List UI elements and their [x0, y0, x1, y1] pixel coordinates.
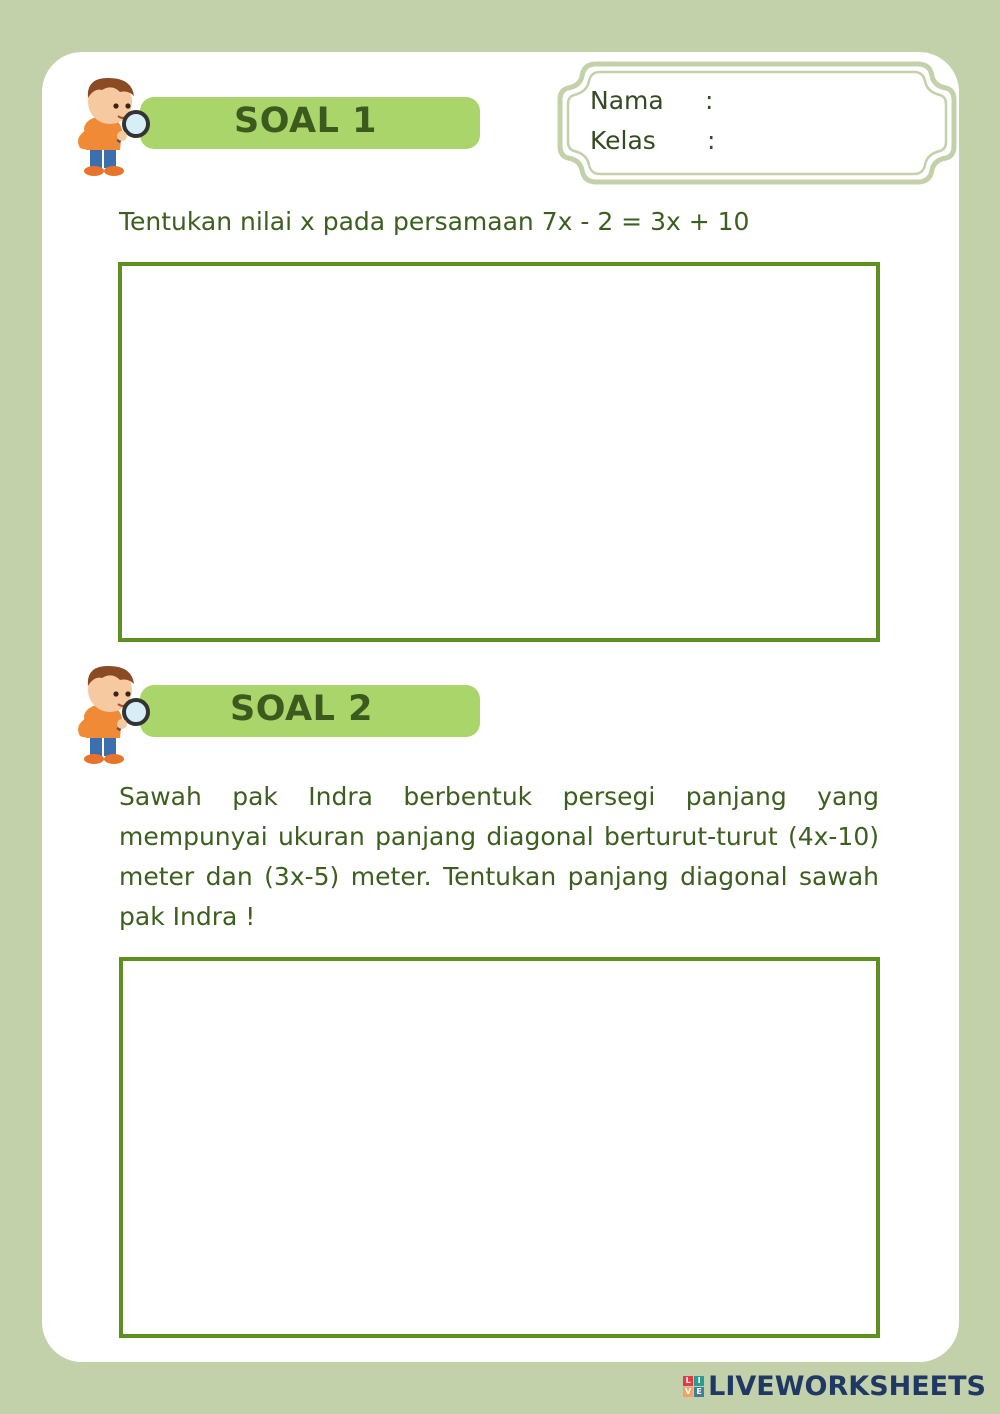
name-colon: :	[705, 86, 714, 115]
name-class-frame	[556, 58, 958, 188]
class-colon: :	[707, 126, 716, 155]
logo-letter: V	[685, 1387, 692, 1396]
logo-letter: L	[683, 1376, 693, 1386]
name-label: Nama	[590, 86, 664, 115]
soal-2-question: Sawah pak Indra berbentuk persegi panjang yang mempunyai ukuran panjang diagonal berturut-turut (4x-10) meter dan (3x-5) meter. Tentukan panjang diagonal sawah pak Indra !	[119, 782, 879, 931]
boy-magnifier-icon	[72, 70, 162, 180]
soal-1-title: SOAL 1	[234, 101, 377, 141]
soal-2-title: SOAL 2	[230, 689, 373, 729]
logo-letter: I	[694, 1376, 704, 1386]
soal-1-answer-box[interactable]	[118, 262, 880, 642]
boy-magnifier-icon	[72, 658, 162, 768]
logo-letter: E	[694, 1387, 704, 1397]
class-label: Kelas	[590, 126, 656, 155]
soal-1-question: Tentukan nilai x pada persamaan 7x - 2 = 3x + 10	[119, 207, 750, 236]
brand-name: LIVEWORKSHEETS	[708, 1371, 986, 1402]
liveworksheets-brand[interactable]	[683, 1371, 986, 1402]
liveworksheets-logo-icon	[683, 1376, 704, 1397]
soal-2-answer-box[interactable]	[119, 957, 880, 1338]
